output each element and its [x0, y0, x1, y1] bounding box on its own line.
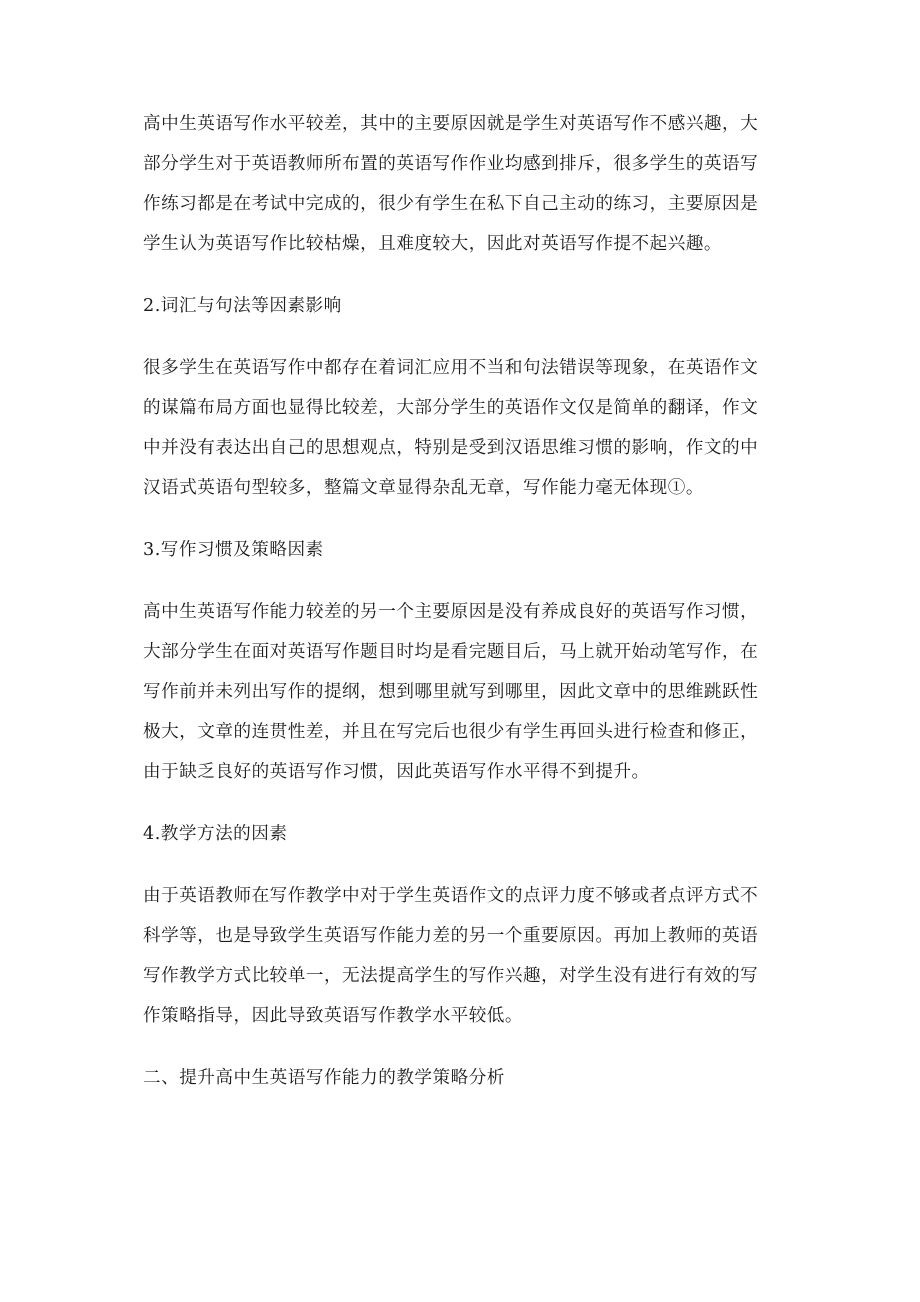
- text-line: 由于英语教师在写作教学中对于学生英语作文的点评力度不够或者点评方式不: [143, 886, 759, 906]
- text-line: 作练习都是在考试中完成的，很少有学生在私下自己主动的练习，主要原因是: [143, 194, 759, 214]
- text-line: 作策略指导，因此导致英语写作教学水平较低。: [143, 1006, 523, 1026]
- heading-teaching-methods: 4.教学方法的因素: [143, 824, 288, 844]
- text-line: 高中生英语写作水平较差，其中的主要原因就是学生对英语写作不感兴趣，大: [143, 114, 759, 134]
- paragraph-writing-habits: [143, 592, 775, 792]
- heading-vocabulary-syntax: 2.词汇与句法等因素影响: [143, 296, 342, 316]
- paragraph-vocabulary-syntax: [143, 348, 775, 508]
- text-line: 写作教学方式比较单一，无法提高学生的写作兴趣，对学生没有进行有效的写: [143, 966, 759, 986]
- text-line: 中并没有表达出自己的思想观点，特别是受到汉语思维习惯的影响，作文的中: [143, 438, 759, 458]
- text-line: 由于缺乏良好的英语写作习惯，因此英语写作水平得不到提升。: [143, 762, 650, 782]
- paragraph-teaching-methods: [143, 876, 775, 1036]
- text-line: 部分学生对于英语教师所布置的英语写作作业均感到排斥，很多学生的英语写: [143, 154, 759, 174]
- text-line: 极大，文章的连贯性差，并且在写完后也很少有学生再回头进行检查和修正，: [143, 722, 759, 742]
- text-line: 学生认为英语写作比较枯燥，且难度较大，因此对英语写作提不起兴趣。: [143, 234, 723, 254]
- paragraph-interest: [143, 104, 775, 264]
- text-line: 汉语式英语句型较多，整篇文章显得杂乱无章，写作能力毫无体现①。: [143, 478, 704, 498]
- document-page: [143, 104, 775, 1120]
- text-line: 高中生英语写作能力较差的另一个主要原因是没有养成良好的英语写作习惯，: [143, 602, 759, 622]
- text-line: 写作前并未列出写作的提纲，想到哪里就写到哪里，因此文章中的思维跳跃性: [143, 682, 759, 702]
- section-heading-strategies: 二、提升高中生英语写作能力的教学策略分析: [143, 1068, 505, 1088]
- text-line: 大部分学生在面对英语写作题目时均是看完题目后，马上就开始动笔写作，在: [143, 642, 759, 662]
- text-line: 很多学生在英语写作中都存在着词汇应用不当和句法错误等现象，在英语作文: [143, 358, 759, 378]
- text-line: 科学等，也是导致学生英语写作能力差的另一个重要原因。再加上教师的英语: [143, 926, 759, 946]
- heading-writing-habits: 3.写作习惯及策略因素: [143, 540, 324, 560]
- text-line: 的谋篇布局方面也显得比较差，大部分学生的英语作文仅是简单的翻译，作文: [143, 398, 759, 418]
